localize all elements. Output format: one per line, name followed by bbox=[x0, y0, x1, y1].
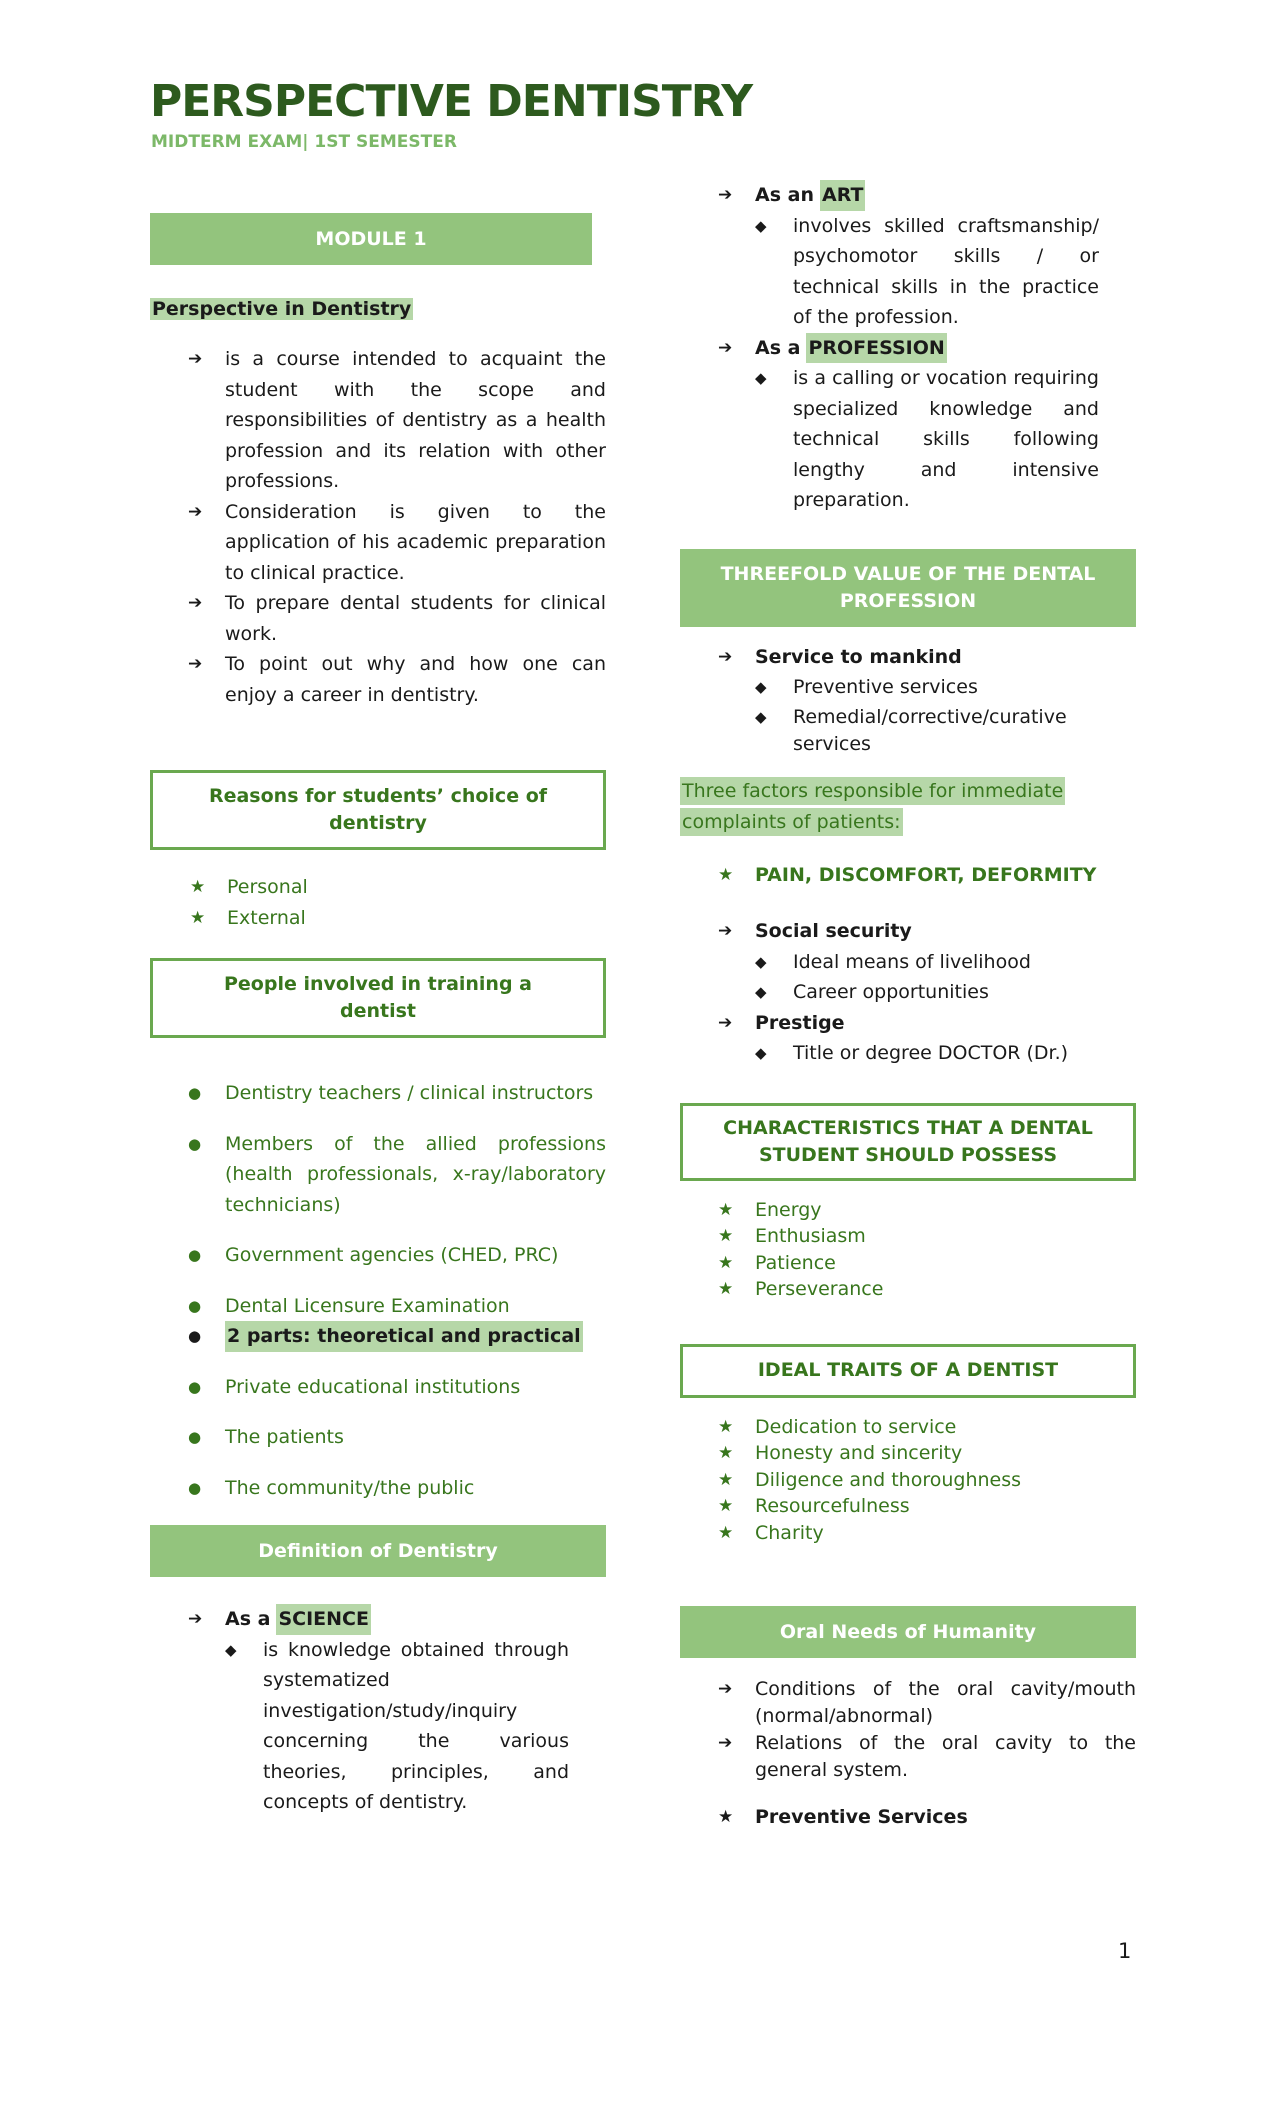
list-item-text: External bbox=[227, 906, 306, 929]
diamond-bullet-icon: ◆ bbox=[755, 369, 767, 387]
arrow-bullet-icon: ➔ bbox=[718, 185, 733, 205]
people-heading: People involved in training a dentist bbox=[224, 973, 532, 1022]
list-item-text: Energy bbox=[755, 1198, 822, 1221]
science-block bbox=[188, 1604, 606, 1818]
star-bullet-icon: ★ bbox=[718, 1199, 734, 1220]
traits-list bbox=[718, 1414, 1136, 1547]
star-bullet-icon: ★ bbox=[718, 1807, 734, 1827]
reasons-heading: Reasons for students’ choice of dentistry bbox=[208, 785, 548, 834]
list-item-text: Ideal means of livelihood bbox=[793, 950, 1031, 973]
list-item bbox=[188, 1078, 606, 1109]
perspective-list bbox=[188, 344, 606, 710]
list-item bbox=[755, 1038, 1136, 1069]
list-item-text: Resourcefulness bbox=[755, 1495, 910, 1517]
list-item-text: Title or degree DOCTOR (Dr.) bbox=[793, 1042, 1069, 1064]
list-item-text: Perseverance bbox=[755, 1278, 884, 1300]
list-item bbox=[718, 1730, 1136, 1784]
art-prefix: As an bbox=[755, 184, 814, 206]
star-bullet-icon: ★ bbox=[718, 1496, 734, 1516]
definition-heading: Definition of Dentistry bbox=[258, 1539, 498, 1562]
dot-bullet-icon: ● bbox=[188, 1134, 202, 1153]
list-item bbox=[718, 1250, 1136, 1277]
list-item bbox=[188, 344, 606, 497]
dot-bullet-icon: ● bbox=[188, 1428, 202, 1446]
list-item bbox=[718, 1414, 1136, 1441]
star-bullet-icon: ★ bbox=[718, 1252, 734, 1273]
arrow-bullet-icon: ➔ bbox=[188, 593, 203, 613]
science-detail bbox=[225, 1635, 606, 1818]
list-item-text: Dentistry teachers / clinical instructors bbox=[225, 1082, 594, 1104]
list-item-text: The patients bbox=[225, 1426, 344, 1448]
list-item-text: Personal bbox=[227, 876, 308, 898]
people-list bbox=[188, 1078, 606, 1503]
list-item-text: Career opportunities bbox=[793, 981, 989, 1003]
factors-heading-block bbox=[680, 776, 1080, 838]
diamond-bullet-icon: ◆ bbox=[755, 983, 767, 1001]
star-bullet-icon: ★ bbox=[190, 907, 206, 928]
list-item-text: Charity bbox=[755, 1521, 824, 1544]
list-item-text: is a course intended to acquaint the student with the scope and responsibilities of dentistry as a health profession and its relation with other professions. bbox=[225, 348, 606, 492]
list-item bbox=[188, 588, 606, 649]
profession-text: is a calling or vocation requiring specialized knowledge and technical skills following lengthy and intensive preparation. bbox=[793, 367, 1099, 511]
star-bullet-icon: ★ bbox=[190, 877, 206, 897]
arrow-bullet-icon: ➔ bbox=[718, 1733, 733, 1753]
page-title: PERSPECTIVE DENTISTRY bbox=[150, 76, 753, 127]
page-subtitle: MIDTERM EXAM| 1ST SEMESTER bbox=[151, 132, 457, 152]
list-item bbox=[190, 903, 606, 934]
diamond-bullet-icon: ◆ bbox=[755, 216, 767, 235]
arrow-bullet-icon: ➔ bbox=[188, 501, 203, 522]
science-row bbox=[188, 1604, 606, 1635]
list-item-text: To point out why and how one can enjoy a career in dentistry. bbox=[225, 653, 606, 706]
list-item-text: Government agencies (CHED, PRC) bbox=[225, 1244, 559, 1266]
arrow-bullet-icon: ➔ bbox=[188, 654, 203, 674]
list-item bbox=[755, 977, 1136, 1008]
list-item-text: Patience bbox=[755, 1251, 836, 1274]
list-item bbox=[718, 1223, 1136, 1250]
art-text: involves skilled craftsmanship/ psychomotor skills / or technical skills in the practice of the profession. bbox=[793, 214, 1099, 328]
science-word: SCIENCE bbox=[276, 1604, 371, 1635]
arrow-bullet-icon: ➔ bbox=[718, 337, 733, 358]
characteristics-heading-box bbox=[680, 1103, 1136, 1181]
arrow-bullet-icon: ➔ bbox=[718, 921, 733, 941]
star-bullet-icon: ★ bbox=[718, 1416, 734, 1437]
profession-detail bbox=[755, 363, 1136, 516]
art-word: ART bbox=[820, 180, 865, 211]
list-item bbox=[718, 1440, 1136, 1467]
list-item-text: Honesty and sincerity bbox=[755, 1442, 963, 1464]
list-item bbox=[718, 1676, 1136, 1730]
list-item-text: Preventive services bbox=[793, 675, 978, 698]
dot-bullet-icon: ● bbox=[188, 1084, 202, 1102]
dot-bullet-icon: ● bbox=[188, 1296, 202, 1315]
service-row bbox=[718, 644, 1136, 671]
diamond-bullet-icon: ◆ bbox=[755, 677, 767, 696]
preventive-row bbox=[718, 1804, 1136, 1831]
star-bullet-icon: ★ bbox=[718, 1226, 734, 1246]
science-text: is knowledge obtained through systematized investigation/study/inquiry concerning the various theories, principles, and concepts of dentistry. bbox=[263, 1638, 569, 1813]
profession-word: PROFESSION bbox=[806, 333, 946, 364]
list-item-text: Diligence and thoroughness bbox=[755, 1468, 1022, 1491]
list-item-text: Relations of the oral cavity to the general system. bbox=[755, 1732, 1136, 1781]
star-bullet-icon: ★ bbox=[718, 1279, 734, 1299]
arrow-bullet-icon: ➔ bbox=[718, 1679, 733, 1699]
threefold-heading-box bbox=[680, 549, 1136, 627]
list-item-text: Conditions of the oral cavity/mouth (normal/abnormal) bbox=[755, 1678, 1136, 1727]
list-item bbox=[718, 1467, 1136, 1494]
social-label: Social security bbox=[755, 920, 912, 942]
art-block bbox=[718, 180, 1136, 516]
list-item-text: 2 parts: theoretical and practical bbox=[225, 1321, 583, 1352]
arrow-bullet-icon: ➔ bbox=[188, 349, 203, 369]
list-item-text: Members of the allied professions (health professionals, x-ray/laboratory technicians) bbox=[225, 1132, 606, 1216]
list-item bbox=[188, 1372, 606, 1403]
diamond-bullet-icon: ◆ bbox=[225, 1640, 237, 1659]
social-row bbox=[718, 916, 1136, 947]
list-item bbox=[188, 1291, 606, 1322]
service-label: Service to mankind bbox=[755, 645, 962, 668]
list-item bbox=[755, 674, 1136, 701]
right-column bbox=[680, 180, 1136, 1831]
dot-bullet-icon: ● bbox=[188, 1377, 202, 1396]
list-item bbox=[188, 1321, 606, 1352]
list-item bbox=[188, 1422, 606, 1453]
list-item bbox=[718, 1276, 1136, 1303]
list-item bbox=[718, 1493, 1136, 1520]
dot-bullet-icon: ● bbox=[188, 1327, 202, 1345]
list-item bbox=[190, 872, 606, 903]
profession-row bbox=[718, 333, 1136, 364]
science-prefix: As a bbox=[225, 1608, 271, 1630]
dot-bullet-icon: ● bbox=[188, 1478, 202, 1497]
threefold-heading: THREEFOLD VALUE OF THE DENTAL PROFESSION bbox=[720, 562, 1096, 612]
service-block bbox=[718, 644, 1136, 758]
star-bullet-icon: ★ bbox=[718, 1443, 734, 1463]
factors-item bbox=[718, 860, 1136, 891]
module-label: MODULE 1 bbox=[315, 227, 427, 250]
list-item bbox=[188, 1240, 606, 1271]
perspective-heading: Perspective in Dentistry bbox=[152, 298, 412, 320]
factors-heading: Three factors responsible for immediate complaints of patients: bbox=[680, 777, 1065, 836]
list-item-text: The community/the public bbox=[225, 1476, 475, 1499]
dot-bullet-icon: ● bbox=[188, 1246, 202, 1264]
reasons-heading-box bbox=[150, 770, 606, 850]
arrow-bullet-icon: ➔ bbox=[718, 646, 733, 667]
star-bullet-icon: ★ bbox=[718, 1469, 734, 1490]
characteristics-list bbox=[718, 1197, 1136, 1303]
list-item bbox=[718, 1197, 1136, 1224]
art-detail bbox=[755, 211, 1136, 333]
list-item-text: Dental Licensure Examination bbox=[225, 1294, 510, 1317]
people-heading-box bbox=[150, 958, 606, 1038]
art-row bbox=[718, 180, 1136, 211]
list-item-text: Enthusiasm bbox=[755, 1225, 866, 1247]
oral-block bbox=[718, 1676, 1136, 1831]
list-item bbox=[188, 497, 606, 589]
characteristics-heading: CHARACTERISTICS THAT A DENTAL STUDENT SHOULD POSSESS bbox=[723, 1116, 1093, 1166]
list-item-text: Dedication to service bbox=[755, 1415, 957, 1438]
reasons-list bbox=[190, 872, 606, 933]
list-item bbox=[755, 947, 1136, 978]
oral-heading-box bbox=[680, 1606, 1136, 1658]
oral-heading: Oral Needs of Humanity bbox=[779, 1620, 1037, 1643]
list-item-text: Private educational institutions bbox=[225, 1375, 521, 1398]
list-item-text: Consideration is given to the application of his academic preparation to clinical practice. bbox=[225, 500, 606, 584]
factors-text: PAIN, DISCOMFORT, DEFORMITY bbox=[755, 863, 1097, 886]
traits-heading-box bbox=[680, 1344, 1136, 1398]
list-item bbox=[755, 704, 1136, 758]
social-block bbox=[718, 916, 1136, 1069]
page-number: 1 bbox=[1118, 1939, 1132, 1963]
module-heading-box bbox=[150, 213, 592, 265]
list-item-text: Remedial/corrective/curative services bbox=[793, 705, 1067, 755]
list-item bbox=[188, 649, 606, 710]
diamond-bullet-icon: ◆ bbox=[755, 952, 767, 971]
list-item-text: To prepare dental students for clinical work. bbox=[225, 592, 606, 645]
diamond-bullet-icon: ◆ bbox=[755, 707, 767, 726]
factors-row bbox=[718, 860, 1136, 891]
arrow-bullet-icon: ➔ bbox=[188, 1609, 203, 1629]
left-column bbox=[150, 213, 606, 1818]
star-bullet-icon: ★ bbox=[718, 864, 734, 885]
traits-heading: IDEAL TRAITS OF A DENTIST bbox=[757, 1359, 1059, 1381]
definition-heading-box bbox=[150, 1525, 606, 1577]
profession-prefix: As a bbox=[755, 336, 801, 359]
preventive-label: Preventive Services bbox=[755, 1806, 968, 1828]
arrow-bullet-icon: ➔ bbox=[718, 1012, 733, 1033]
star-bullet-icon: ★ bbox=[718, 1522, 734, 1543]
list-item bbox=[188, 1473, 606, 1504]
prestige-label: Prestige bbox=[755, 1011, 845, 1034]
diamond-bullet-icon: ◆ bbox=[755, 1044, 767, 1062]
list-item bbox=[188, 1129, 606, 1221]
prestige-row bbox=[718, 1008, 1136, 1039]
list-item bbox=[718, 1520, 1136, 1547]
